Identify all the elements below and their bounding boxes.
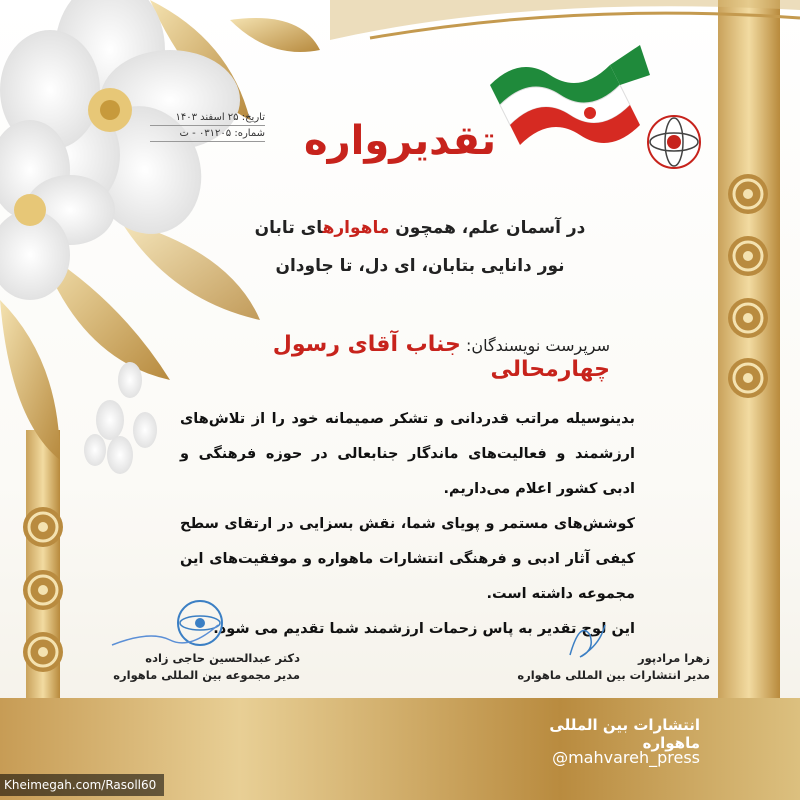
signatory-left-role: مدیر مجموعه بین المللی ماهواره — [113, 668, 300, 682]
recipient — [240, 332, 610, 382]
signatory-right-name: زهرا مرادپور — [638, 651, 710, 665]
ornament-medallion — [726, 234, 770, 278]
body-paragraph: این لوح تقدیر به پاس زحمات ارزشمند شما تقدیم می شود. — [213, 621, 635, 637]
poem-line-1-end: ای تابان — [254, 218, 323, 238]
recipient-name: جناب آقای رسول چهارمحالی — [272, 332, 610, 382]
ornament-medallion — [726, 356, 770, 400]
poem-line-1-start: در آسمان علم، همچون — [389, 218, 586, 238]
body-paragraph: بدینوسیله مراتب قدردانی و تشکر صمیمانه خود را از تلاش‌های ارزشمند و فعالیت‌های ماندگار جنابعالی در حوزه فرهنگی و ادبی کشور اعلام می‌داریم. — [180, 411, 635, 497]
date-text: تاریخ: ۲۵ اسفند ۱۴۰۳ — [150, 110, 265, 126]
page-title: تقدیرواره — [303, 118, 497, 164]
publisher-logo — [644, 110, 704, 180]
signatory-left-name: دکتر عبدالحسین حاجی زاده — [145, 651, 300, 665]
poem-highlight: ماهواره — [322, 218, 390, 238]
footer-publisher: انتشارات بین المللی ماهواره — [549, 716, 700, 752]
ornament-medallion — [21, 568, 65, 612]
signature-scribble-left — [110, 620, 220, 650]
gold-swoosh-top — [330, 0, 800, 40]
ornament-medallion — [726, 172, 770, 216]
poem-line-1 — [250, 218, 590, 238]
number-text: شماره: ۰۳۱۲۰۵ - ت — [150, 126, 265, 142]
body-text — [180, 402, 635, 647]
watermark: Kheimegah.com/Rasoll60 — [0, 774, 164, 796]
footer-handle[interactable]: @mahvareh_press — [552, 748, 700, 767]
ornament-medallion — [21, 630, 65, 674]
signature-left — [100, 650, 300, 684]
recipient-label: سرپرست نویسندگان: — [465, 336, 610, 355]
poem-line-2: نور دانایی بتابان، ای دل، تا جاودان — [275, 256, 565, 276]
document-meta — [150, 110, 265, 142]
signature-right — [510, 650, 710, 684]
ornament-medallion — [21, 505, 65, 549]
gold-band-right — [718, 0, 780, 800]
signatory-right-role: مدیر انتشارات بین المللی ماهواره — [517, 668, 710, 682]
ornament-medallion — [726, 296, 770, 340]
body-paragraph: کوشش‌های مستمر و پویای شما، نقش بسزایی در ارتقای سطح کیفی آثار ادبی و فرهنگی انتشارات ماهواره و موفقیت‌های این مجموعه داشته است. — [180, 516, 635, 602]
